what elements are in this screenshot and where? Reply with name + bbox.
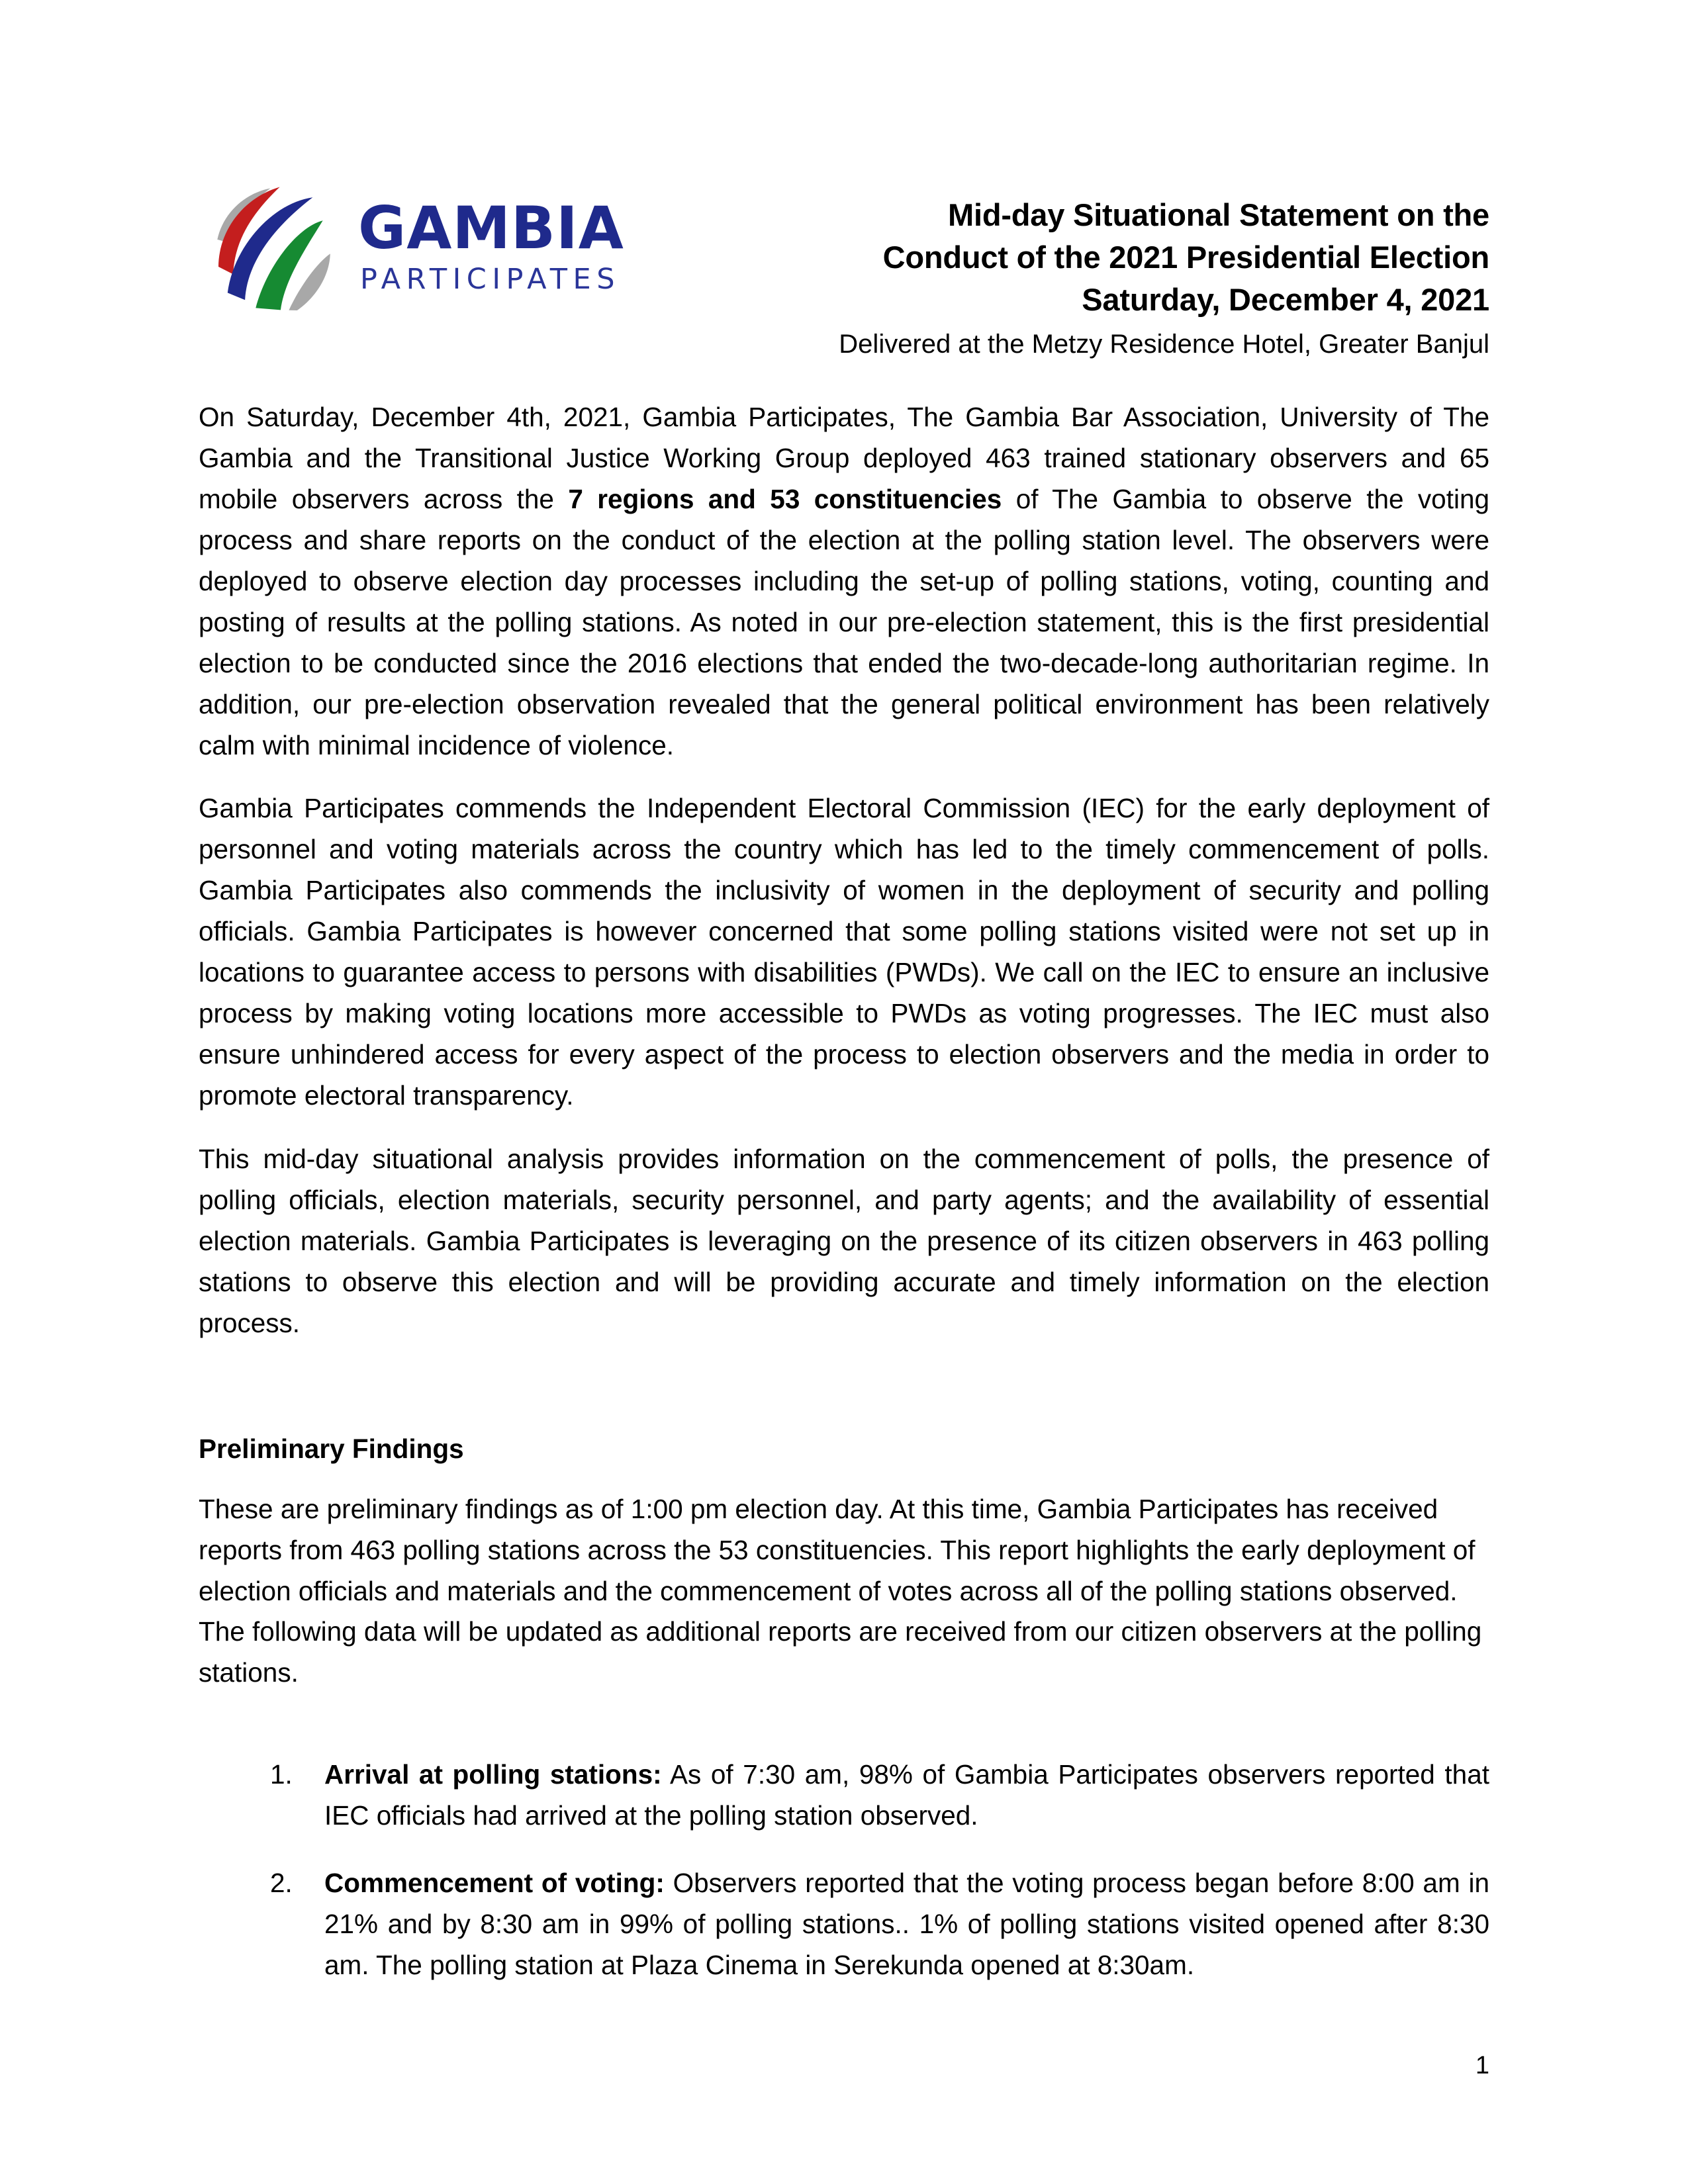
document-header bbox=[199, 175, 1489, 363]
globe-logo-icon bbox=[199, 179, 341, 315]
document-title-block bbox=[651, 175, 1489, 363]
preliminary-findings-intro: These are preliminary findings as of 1:00 pm election day. At this time, Gambia Participates has received reports from 463 polling stations across the 53 constituencies. This report highlights the early deployment of election officials and materials and the commencement of votes across all of the polling stations observed. The following data will be updated as additional reports are received from our citizen observers at the polling stations. bbox=[199, 1493, 1482, 1688]
document-subtitle: Delivered at the Metzy Residence Hotel, Greater Banjul bbox=[839, 329, 1489, 359]
list-item bbox=[199, 1754, 1489, 1837]
page-number: 1 bbox=[1475, 2052, 1489, 2079]
list-item-text: Observers reported that the voting process began before 8:00 am in 21% and by 8:30 am in 99% of polling stations.. 1% of polling stations visited opened after 8:30 am. The polling station at Plaza Cinema in Serekunda opened at 8:30am. bbox=[324, 1868, 1490, 1981]
list-item-marker: 2. bbox=[270, 1868, 293, 1899]
document-title-line-2: Conduct of the 2021 Presidential Election bbox=[882, 239, 1489, 275]
organization-logo bbox=[199, 175, 624, 315]
list-item-marker: 1. bbox=[270, 1759, 293, 1790]
list-item-label: Arrival at polling stations: bbox=[324, 1759, 662, 1790]
logo-wordmark bbox=[358, 194, 624, 296]
preliminary-findings-heading: Preliminary Findings bbox=[199, 1433, 464, 1464]
section-spacer bbox=[199, 1367, 1489, 1384]
intro-paragraph-emphasis: 7 regions and 53 constituencies bbox=[568, 483, 1002, 514]
commendation-paragraph: Gambia Participates commends the Independent Electoral Commission (IEC) for the early deployment of personnel and voting materials across the country which has led to the timely commencement of polls. Gambia Participates also commends the inclusivity of women in the deployment of security and polling officials. Gambia Participates is however concerned that some polling stations visited were not set up in locations to guarantee access to persons with disabilities (PWDs). We call on the IEC to ensure an inclusive process by making voting locations more accessible to PWDs as voting progresses. The IEC must also ensure unhindered access for every aspect of the process to election observers and the media in order to promote electoral transparency. bbox=[199, 793, 1489, 1111]
intro-paragraph bbox=[199, 397, 1489, 766]
intro-paragraph-part-1: On Saturday, December 4th, 2021, Gambia Participates, The Gambia Bar Association, University of The Gambia and the Transitional Justice Working Group deployed 463 trained stationary observers and 65 mobile observers across the bbox=[199, 401, 1489, 514]
list-item-label: Commencement of voting: bbox=[324, 1868, 665, 1899]
findings-list bbox=[199, 1754, 1489, 1986]
logo-wordmark-secondary: PARTICIPATES bbox=[360, 262, 620, 296]
list-spacer bbox=[199, 1716, 1489, 1754]
list-item-text: As of 7:30 am, 98% of Gambia Participates observers reported that IEC officials had arrived at the polling station observed. bbox=[324, 1759, 1489, 1831]
document-title-line-3: Saturday, December 4, 2021 bbox=[1082, 281, 1489, 317]
document-title-line-1: Mid-day Situational Statement on the bbox=[948, 197, 1489, 232]
list-item bbox=[199, 1863, 1489, 1986]
logo-wordmark-primary: GAMBIA bbox=[358, 194, 624, 263]
document-title bbox=[651, 194, 1489, 321]
scope-paragraph: This mid-day situational analysis provides information on the commencement of polls, the presence of polling officials, election materials, security personnel, and party agents; and the availability of essential election materials. Gambia Participates is leveraging on the presence of its citizen observers in 463 polling stations to observe this election and will be providing accurate and timely information on the election process. bbox=[199, 1144, 1489, 1338]
intro-paragraph-part-2: of The Gambia to observe the voting process and share reports on the conduct of the election at the polling station level. The observers were deployed to observe election day processes including the set-up of polling stations, voting, counting and posting of results at the polling stations. As noted in our pre-election statement, this is the first presidential election to be conducted since the 2016 elections that ended the two-decade-long authoritarian regime. In addition, our pre-election observation revealed that the general political environment has been relatively calm with minimal incidence of violence. bbox=[199, 483, 1489, 760]
